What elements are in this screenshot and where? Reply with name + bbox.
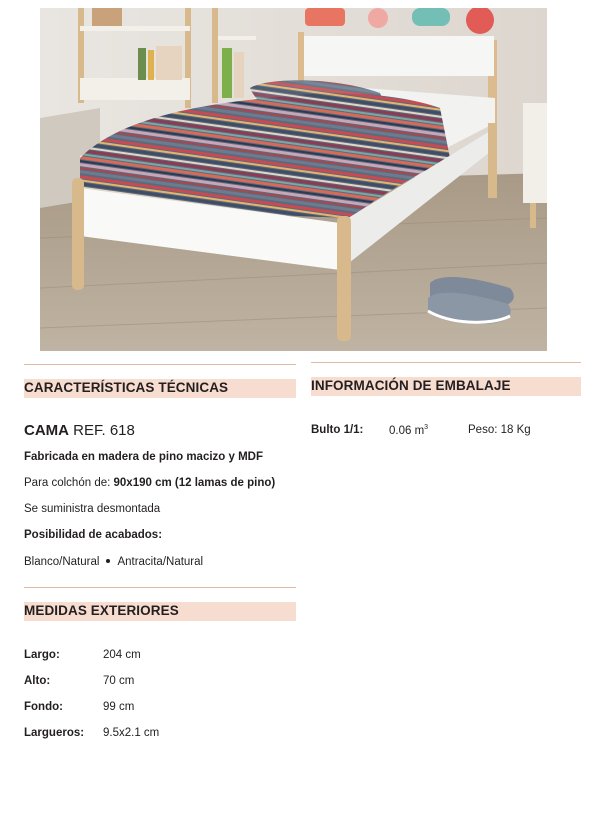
embalaje-title: INFORMACIÓN DE EMBALAJE: [311, 378, 511, 393]
assembly-line: Se suministra desmontada: [24, 503, 161, 515]
medidas-title: MEDIDAS EXTERIORES: [24, 603, 179, 618]
medidas-header: [24, 587, 296, 618]
caracteristicas-header: [24, 364, 296, 395]
volume-value: [389, 424, 428, 437]
mattress-size: 90x190 cm (12 lamas de pino): [113, 477, 276, 489]
finish-option: Blanco/Natural: [24, 556, 100, 568]
finishes-label: Posibilidad de acabados:: [24, 529, 163, 541]
embalaje-header: [311, 362, 581, 393]
dimension-value: 70 cm: [103, 675, 135, 687]
dimension-value: 9.5x2.1 cm: [103, 727, 160, 739]
dimension-label: Largo:: [24, 649, 60, 661]
product-title: [24, 422, 135, 439]
mattress-line: [24, 477, 275, 489]
finishes-list: [24, 556, 203, 568]
dimension-label: Alto:: [24, 675, 51, 687]
section-rule: [311, 362, 581, 363]
weight-value: Peso: 18 Kg: [468, 424, 531, 436]
bed-photo: [40, 8, 547, 351]
bullet-icon: [106, 559, 110, 563]
bulto-label: Bulto 1/1:: [311, 424, 364, 436]
dimension-value: 99 cm: [103, 701, 135, 713]
dimension-value: 204 cm: [103, 649, 141, 661]
caracteristicas-title: CARACTERÍSTICAS TÉCNICAS: [24, 380, 229, 395]
mattress-prefix: Para colchón de:: [24, 477, 114, 489]
material-line: Fabricada en madera de pino macizo y MDF: [24, 451, 264, 463]
section-rule: [24, 364, 296, 365]
product-name: CAMA: [24, 422, 69, 439]
volume-number: 0.06 m: [389, 424, 425, 437]
volume-exponent: 3: [424, 424, 429, 431]
product-ref: REF. 618: [73, 422, 135, 439]
section-rule: [24, 587, 296, 588]
dimension-label: Largueros:: [24, 727, 85, 739]
dimension-label: Fondo:: [24, 701, 63, 713]
finish-option: Antracita/Natural: [117, 556, 204, 568]
